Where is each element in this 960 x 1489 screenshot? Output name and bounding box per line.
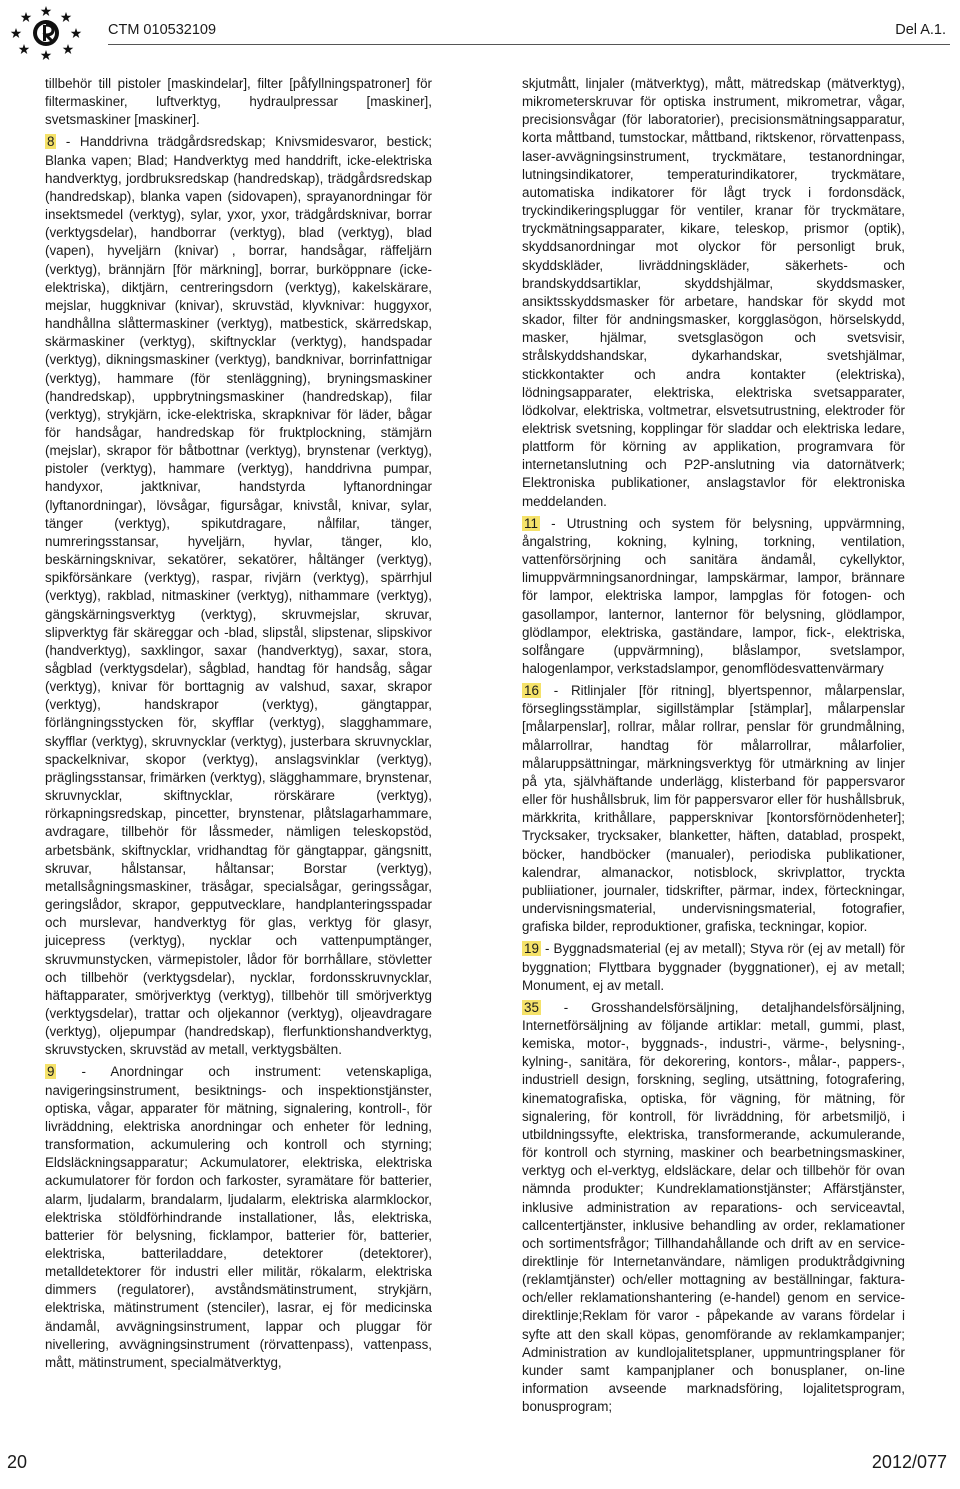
paragraph-text: - Handdrivna trädgårdsredskap; Knivsmidesvaror, bestick; Blanka vapen; Blad; Handverktyg med handdrift, icke-elektriska handverktyg, jordbruksredskap (handredskap), trädgårdsredskap (handredskap), blanka vapen (sidovapen), sprayanordningar för insektsmedel (verktyg), sylar, yxor, yxor, trädgårdsknivar, borrar (verktygsdelar), handborrar (verktyg), blad (verktyg), blad (vapen), hyveljärn (knivar) , borrar, handsågar, räffeljärn (verktyg), brännjärn [för märkning], borrar, burköppnare (icke-elektriska), diktjärn, centreringsdorn (verktyg), kakelskärare, mejslar, huggknivar (knivar), skruvstäd, klyvknivar: huggyxor, handhållna slåttermaskiner (verktyg), matbestick, skärredskap, skärmaskiner (verktyg), skiftnycklar (verktyg), handspadar (verktyg), dikningsmaskiner (verktyg), bandknivar, borrinfattnigar (verktyg), hammare (för stenläggning), bryningsmaskiner (handredskap), uppbrytningsmaskiner (handredskap), filar (verktyg), strykjärn, icke-elektriska, skrapknivar för läder, bågar för handsågar, handredskap för fruktplockning, stämjärn (mejslar), skrapor för båtbottnar (verktyg), brynstenar (verktyg), pistoler (verktyg), hammare (verktyg), handdrivna pumpar, handyxor, jaktknivar, handstyrda lyftanordningar (lyftanordningar), lövsågar, figursågar, knivstål, knivar, sylar, tänger (verktyg), spikutdragare, nålfilar, tänger, numreringsstansar, hyveljärn, hyvlar, tänger, klo, beskärningsknivar, sekatörer, sekatörer, håltänger (verktyg), spikförsänkare (verktyg), raspar, rivjärn (verktyg), spärrhjul (verktyg), rakblad, nitmaskiner (verktyg), nithammare (verktyg), gängskärningsverktyg (verktyg), skruvmejslar, skruvar, slipverktyg fär skäreggar och -blad, slipstål, slipstenar, slipskivor (handverktyg), saxklingor, saxar (handverktyg), saxar, stora, sågblad (verktygsdelar), sågblad, handtag för handsåg, sågar (verktyg), knivar för borttagnig av valshud, saxar, skrapor (verktyg), handskrapor (verktyg), gängtappar, förlängningsstycken för, skyfflar (verktyg), slagghammare, skyfflar (verktyg), skruvnycklar (verktyg), justerbara skruvnycklar, spackelknivar, skopor (verktyg), anslagsvinklar (verktyg), präglingsstansar, frimärken (verktyg), slägghammare, brynstenar, skruvnycklar, skiftnycklar, rörskärare (verktyg), rörkapningsredskap, pincetter, brynstenar, plåtslagarhammare, avdragare, tillbehör för låssmeder, nämligen teleskopstöd, arbetsbänk, skiftnycklar, vridhandtag för gängtappar, gängsnitt, skruvar, hålstansar, håltansar; Borstar (verktyg), metallsågningsmaskiner, träsågar, specialsågar, geringssågar, geringslådor, skrapor, gepputvecklare, handplanteringsspadar och murslevar, handverktyg för glas, verktyg för glasyr, juicepress (verktyg), nycklar och vattenpumptänger, skruvmunstycken, värmepistoler, lådor för borrhållare, stövletter och tillbehör (verktygsdelar), nycklar, fordonsskruvnycklar, häftapparater, smörjverktyg (verktyg), tillbehör till smörjverktyg (verktygsdelar), trattar och oljekannor (verktyg), oljeavdragare (verktyg), oljepumpar (handredskap), flerfunktionshandverktyg, skruvstycken, skruvstäd av metall, verktygsbälten.	[45, 134, 432, 1058]
paragraph-text: - Byggnadsmaterial (ej av metall); Styva rör (ej av metall) för byggnation; Flyttbara byggnader (byggnationer), ej av metall; Monument, ej av metall.	[522, 941, 905, 993]
paragraph-text: skjutmått, linjaler (mätverktyg), mått, mätredskap (mätverktyg), mikrometerskruvar för optiska instrument, mikrometrar, vågar, precisionsvågar (för laboratorier), precisionsmätningsapparatur, korta måttband, tumstockar, måttband, riktskenor, rörvattenpass, laser-avvägningsinstrument, tryckmätare, testanordningar, lutningsindikatorer, temperaturindikatorer, tryckmätare, automatiska indikatorer för lågt tryck i fordonsdäck, tryckindikeringspluggar för ventiler, kranar för tryckmätare, tryckmätningsapparater, kikare, teleskop, prismor (optik), skyddsanordningar mot olyckor för personligt bruk, skyddskläder, livräddningskläder, säkerhets- och brandskyddsartiklar, skyddshjälmar, skyddsmasker, ansiktsskyddsmasker för arbetare, handskar för skydd mot skador, filter för andningsmasker, korgglasögon, hörselskydd, masker, hjälmar, svetsglasögon och svetsvisir, strålskyddshandskar, dykarhandskar, svetshjälmar, stickkontakter och andra kontakter (elektriska), lödningsapparater, elektriska, elektriska svetsapparater, lödkolvar, elektriska, voltmetrar, elsvetsutrustning, elektroder för elektrisk svetsning, kopplingar för sladdar och elektriska ledare, plattform för körning av applikation, programvara för internetanslutning och P2P-anslutning via datornätverk; Elektroniska publikationer, anslagstavlor för elektroniska meddelanden.	[522, 76, 905, 509]
class-11-paragraph	[522, 515, 905, 678]
class-number-badge: 16	[524, 683, 539, 699]
paragraph-text: - Ritlinjaler [för ritning], blyertspennor, målarpenslar, förseglingsstämplar, sigillstämplar [stämplar], målarpenslar [målarpenslar], rollrar, målar rollrar, penslar för grundmålning, målarrollrar, handtag för målarrollrar, målarfolier, målaruppsättningar, märkningsverktyg för utmärkning av linjer på yta, självhäftande underlägg, klisterband för pappersvaror eller för hushållsbruk, lim för pappersvaror eller för hushållsbruk, märkkrita, krithållare, pappersknivar [kontorsförnödenheter]; Trycksaker, trycksaker, blanketter, häften, datablad, prospekt, böcker, handböcker (manualer), periodiska publikationer, kalendrar, almanackor, notisblock, skrivplattor, tryckta publiiationer, journaler, tidskrifter, pärmar, index, förteckningar, undervisningsmaterial, undervisningsmaterial, fotografier, grafiska bilder, reproduktioner, grafiska, teckningar, kopior.	[522, 683, 905, 935]
class-number-badge: 9	[47, 1064, 55, 1080]
paragraph	[45, 75, 432, 129]
paragraph-text: - Grosshandelsförsäljning, detaljhandelsförsäljning, Internetförsäljning av följande artiklar: metall, gummi, plast, kemiska, motor-, byggnads-, industri-, värme-, belysning-, kylning-, sanitära, för dekorering, kontors-, målar-, pappers-, industriell design, forskning, segling, utsättning, fotografering, kinematografiska, optiska, för vägning, för mätning, för signalering, för kontroll, för livräddning, för arbetsmiljö, i utbildningssyfte, elektriska, transformerande, ackumulerande, för kontroll och styrning, maskiner och bearbetningsmaskiner, verktyg och el-verktyg, eldsläckare, delar och tillbehör för ovan nämnda produkter; Kundreklamationstjänster; Affärstjänster, inklusive administration av reparations- och serviceavtal, callcentertjänster, inklusive behandling av order, reklamationer och sortimentsfrågor; Tillhandahållande och drift av en service-direktlinje för Internetanvändare, nämligen produktrådgivning (reklamtjänster) och/eller mottagning av beställningar, faktura- och/eller reklamationshantering (e-handel) genom en service-direktlinje;Reklam för varor - påpekande av varans fördelar i syfte att den skall köpas, genomförande av reklamkampanjer; Administration av kundlojalitetsplaner, uppmuntringsplaner för kunder samt kampanjplaner och bonusplaner, on-line information avseende marknadsföring, lojalitetsprogram, bonusprogram;	[522, 999, 905, 1415]
paragraph-text: - Utrustning och system för belysning, uppvärmning, ångalstring, kokning, kylning, torkning, ventilation, vattenförsörjning och sanitära ändamål, cykellyktor, limuppvärmningsanordningar, lampskärmar, lampor, brännare för lampor, elektriska lampor, lampglas för fotogen- och gasollampor, lanternor, lanternor för belysning, glödlampor, glödlampor, elektriska, gaständare, lampor, fick-, elektriska, solfångare (uppvärmning), blåslampor, svetslampor, halogenlampor, verkstadslampor, genomflödesvattenvärmary	[522, 515, 905, 676]
eu-stars-logo-icon	[6, 4, 86, 64]
class-8-paragraph	[45, 133, 432, 1059]
document-code: CTM 010532109	[108, 22, 217, 38]
ohim-logo	[6, 4, 86, 64]
class-number-badge: 8	[47, 134, 55, 150]
left-column	[45, 75, 432, 1372]
issue-number: 2012/077	[871, 1452, 947, 1472]
class-35-paragraph	[522, 999, 905, 1417]
paragraph-text: - Anordningar och instrument: vetenskapliga, navigeringsinstrument, besiktnings- och inspektionstjänster, optiska, vågar, apparater för mätning, signalering, kontroll-, för livräddning, elektriska anordningar och enheter för ledning, transformation, ackumulering och kontroll och styrning; Eldsläckningsapparatur; Ackumulatorer, elektriska, elektriska ackumulatorer för fordon och farkoster, syramätare för batterier, alarm, ljudalarm, brandalarm, ljudalarm, elektriska alarmklockor, elektriska stöldförhindrande installationer, lås, elektriska, batterier för belysning, ficklampor, batterier för, batterier, elektriska, batteriladdare, detektorer (detektorer), metalldetektorer för industri eller militär, rökalarm, elektriska dimmers (regulatorer), avståndsmätinstrument, strykjärn, elektriska, mätinstrument (stenciler), lasrar, ej för medicinska ändamål, avvägningsinstrument, lappar och pluggar för nivellering, avvägningsinstrument (rörvattenpass), vattenpass, mått, mätinstrument, specialmätverktyg,	[45, 1064, 432, 1370]
class-number-badge: 11	[524, 515, 538, 531]
class-number-badge: 35	[524, 999, 539, 1015]
paragraph	[522, 75, 905, 511]
class-19-paragraph	[522, 940, 905, 994]
class-9-paragraph	[45, 1063, 432, 1372]
class-number-badge: 19	[524, 941, 539, 957]
section-label: Del A.1.	[895, 22, 946, 38]
right-column	[522, 75, 905, 1416]
header-rule	[108, 44, 950, 45]
page-number: 20	[7, 1452, 28, 1472]
class-16-paragraph	[522, 682, 905, 936]
paragraph-text: tillbehör till pistoler [maskindelar], filter [påfyllningspatroner] för filtermaskiner, luftverktyg, hydraulpressar [maskiner], svetsmaskiner [maskiner].	[45, 76, 432, 128]
